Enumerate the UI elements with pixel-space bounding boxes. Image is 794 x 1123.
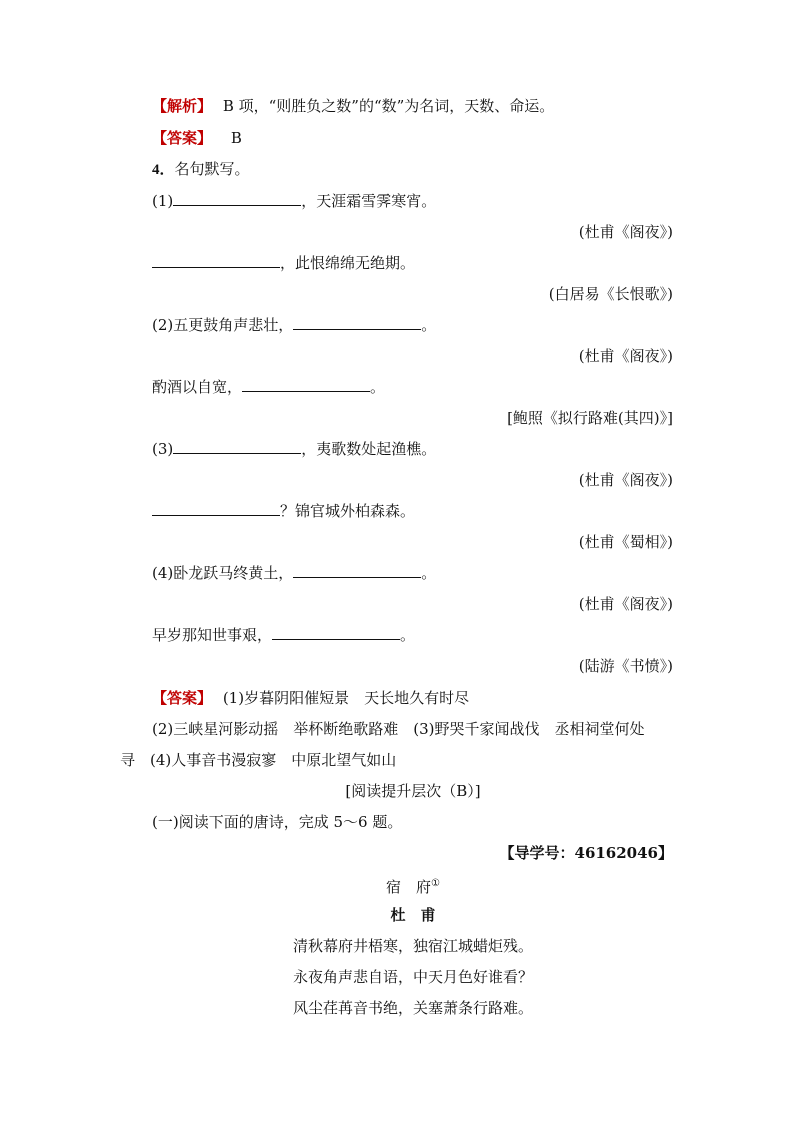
analysis-text: B 项，“则胜负之数”的“数”为名词，天数、命运。 — [222, 97, 555, 115]
poem-line-2: 永夜角声悲自语，中天月色好谁看？ — [292, 968, 533, 986]
fill-line-6 — [152, 501, 415, 521]
fill-suffix: ，天涯霜雪霁寒宵。 — [301, 192, 437, 210]
fill-suffix: ，夷歌数处起渔樵。 — [301, 440, 437, 458]
answer-tag: 【答案】 — [152, 129, 213, 147]
fill-prefix: (4)卧龙跃马终黄土， — [152, 564, 294, 582]
fill-prefix: (1) — [152, 192, 174, 210]
fill-prefix: 酌酒以自宽， — [152, 378, 243, 396]
fill-line-2 — [152, 253, 415, 273]
answer-value: B — [230, 129, 242, 147]
fill-suffix: 。 — [370, 378, 386, 396]
fill-line-1 — [152, 191, 436, 211]
source-2: (白居易《长恨歌》) — [548, 285, 673, 303]
q4-heading — [152, 159, 250, 180]
blank-field[interactable] — [173, 439, 301, 454]
fill-prefix: 早岁那知世事艰， — [152, 626, 273, 644]
fill-prefix: (2)五更鼓角声悲壮， — [152, 316, 294, 334]
source-3: (杜甫《阁夜》) — [578, 347, 673, 365]
answer-tag: 【答案】 — [152, 689, 213, 707]
q4-number: 4． — [152, 162, 175, 178]
fill-suffix: 。 — [421, 316, 437, 334]
blank-field[interactable] — [293, 563, 421, 578]
answer-line-q4-3: 寻 (4)人事音书漫寂寥 中原北望气如山 — [120, 751, 397, 769]
blank-field[interactable] — [152, 501, 280, 516]
fill-line-4 — [152, 377, 385, 397]
analysis-tag: 【解析】 — [152, 97, 213, 115]
source-4: [鲍照《拟行路难(其四)》] — [507, 409, 673, 427]
fill-line-3 — [152, 315, 436, 335]
source-5: (杜甫《阁夜》) — [578, 471, 673, 489]
fill-line-7 — [152, 563, 436, 583]
source-8: (陆游《书愤》) — [578, 657, 673, 675]
poem-author: 杜 甫 — [390, 906, 436, 924]
footnote-marker: ① — [431, 878, 440, 889]
poem-title-text: 宿 府 — [386, 878, 432, 896]
answer-line-q4-1 — [152, 688, 469, 708]
fill-suffix: 。 — [421, 564, 437, 582]
fill-line-5 — [152, 439, 436, 459]
blank-field[interactable] — [173, 191, 301, 206]
blank-field[interactable] — [293, 315, 421, 330]
fill-suffix: 。 — [400, 626, 416, 644]
section-intro: (一)阅读下面的唐诗，完成 5～6 题。 — [152, 813, 403, 831]
fill-line-8 — [152, 625, 415, 645]
fill-suffix: ，此恨绵绵无绝期。 — [280, 254, 416, 272]
blank-field[interactable] — [152, 253, 280, 268]
poem-line-1: 清秋幕府井梧寒，独宿江城蜡炬残。 — [292, 937, 533, 955]
answer-text: (1)岁暮阴阳催短景 天长地久有时尽 — [222, 689, 470, 707]
blank-field[interactable] — [272, 625, 400, 640]
q4-heading-text: 名句默写。 — [174, 160, 250, 178]
poem-line-3: 风尘荏苒音书绝，关塞萧条行路难。 — [292, 999, 533, 1017]
poem-title — [16, 874, 794, 897]
source-7: (杜甫《阁夜》) — [578, 595, 673, 613]
guide-number: 【导学号：46162046】 — [499, 844, 673, 862]
fill-prefix: (3) — [152, 440, 174, 458]
analysis-line — [152, 96, 554, 116]
source-1: (杜甫《阁夜》) — [578, 223, 673, 241]
answer-line-q3 — [152, 128, 242, 148]
section-title: [阅读提升层次（B）] — [345, 782, 481, 800]
blank-field[interactable] — [242, 377, 370, 392]
source-6: (杜甫《蜀相》) — [578, 533, 673, 551]
answer-line-q4-2: (2)三峡星河影动摇 举杯断绝歌路难 (3)野哭千家闻战伐 丞相祠堂何处 — [152, 720, 645, 738]
fill-suffix: ？锦官城外柏森森。 — [280, 502, 416, 520]
